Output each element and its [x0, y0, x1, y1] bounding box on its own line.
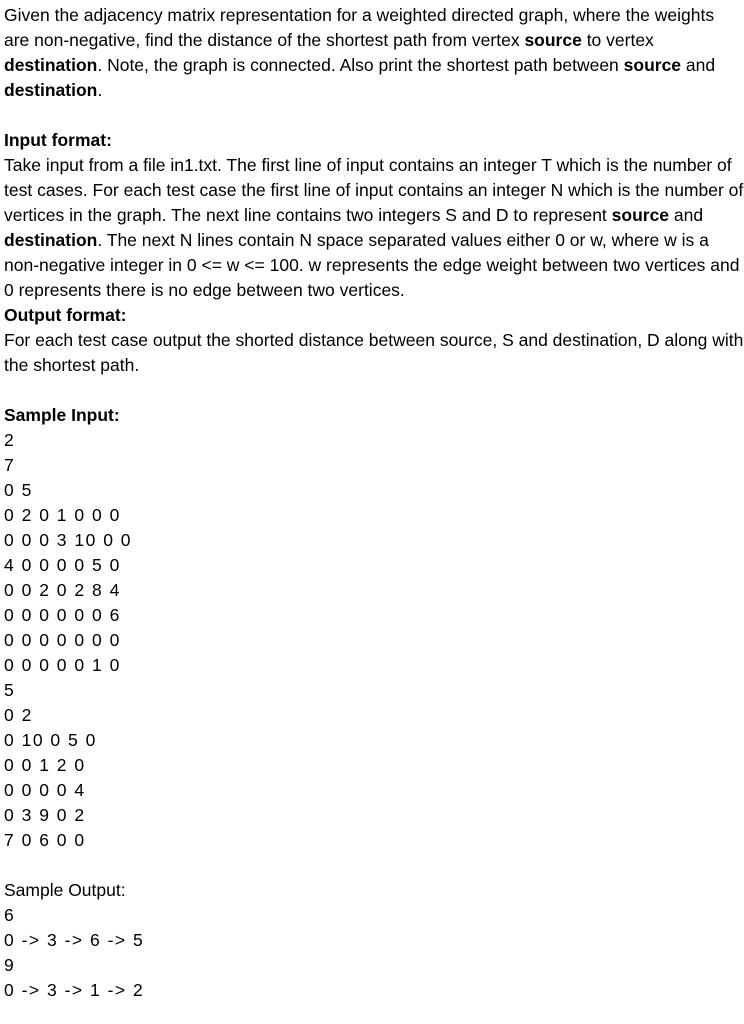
input-format-text: Take input from a file in1.txt. The first line of input contains an integer T which is the number of test cases. For each test case the first line of input contains an integer N which is the number of vertices in the graph. The next line contains two integers S and D to represent source and destination. The next N lines contain N space separated values either 0 or w, where w is a non-negative integer in 0 <= w <= 100. w represents the edge weight between two vertices and 0 represents there is no edge between two vertices. [4, 155, 744, 300]
output-format-text: For each test case output the shorted distance between source, S and destination, D along with the shortest path. [4, 330, 744, 375]
sample-output-line: 6 [4, 905, 16, 925]
input-format-heading: Input format: [4, 130, 112, 150]
sample-output-line: 0 -> 3 -> 6 -> 5 [4, 930, 145, 950]
sample-input-line: 0 0 0 0 0 1 0 [4, 655, 121, 675]
sample-input-line: 0 2 0 1 0 0 0 [4, 505, 121, 525]
sample-input-line: 0 0 2 0 2 8 4 [4, 580, 121, 600]
sample-input-line: 5 [4, 680, 16, 700]
sample-output-heading: Sample Output: [4, 880, 126, 900]
sample-input-line: 2 [4, 430, 16, 450]
source-term: source [524, 30, 582, 50]
source-term: source [623, 55, 682, 75]
sample-input-line: 0 10 0 5 0 [4, 730, 97, 750]
sample-output-line: 0 -> 3 -> 1 -> 2 [4, 980, 145, 1000]
sample-input-block [4, 428, 744, 853]
sample-input-line: 0 0 1 2 0 [4, 755, 86, 775]
problem-text: Given the adjacency matrix representation for a weighted directed graph, where the weights are non-negative, find the distance of the shortest path from vertex [4, 5, 715, 50]
output-format-heading: Output format: [4, 305, 127, 325]
destination-term: destination [4, 55, 98, 75]
sample-input-line: 7 [4, 455, 16, 475]
sample-input-line: 0 3 9 0 2 [4, 805, 86, 825]
sample-input-line: 0 2 [4, 705, 33, 725]
problem-text: . [97, 80, 103, 100]
source-term: source [611, 205, 670, 225]
sample-output-line: 9 [4, 955, 16, 975]
sample-input-line: 7 0 6 0 0 [4, 830, 86, 850]
sample-input-line: 0 0 0 0 0 0 6 [4, 605, 121, 625]
problem-text: and [681, 55, 716, 75]
sample-input-line: 0 5 [4, 480, 33, 500]
sample-input-line: 0 0 0 0 4 [4, 780, 86, 800]
problem-text: to vertex [581, 30, 654, 50]
problem-statement [4, 3, 744, 103]
destination-term: destination [4, 80, 98, 100]
destination-term: destination [4, 230, 98, 250]
sample-output-block [4, 903, 744, 1003]
problem-text: . Note, the graph is connected. Also print the shortest path between [97, 55, 624, 75]
sample-input-line: 0 0 0 3 10 0 0 [4, 530, 133, 550]
sample-input-line: 0 0 0 0 0 0 0 [4, 630, 121, 650]
sample-input-heading: Sample Input: [4, 405, 120, 425]
sample-input-line: 4 0 0 0 0 5 0 [4, 555, 121, 575]
